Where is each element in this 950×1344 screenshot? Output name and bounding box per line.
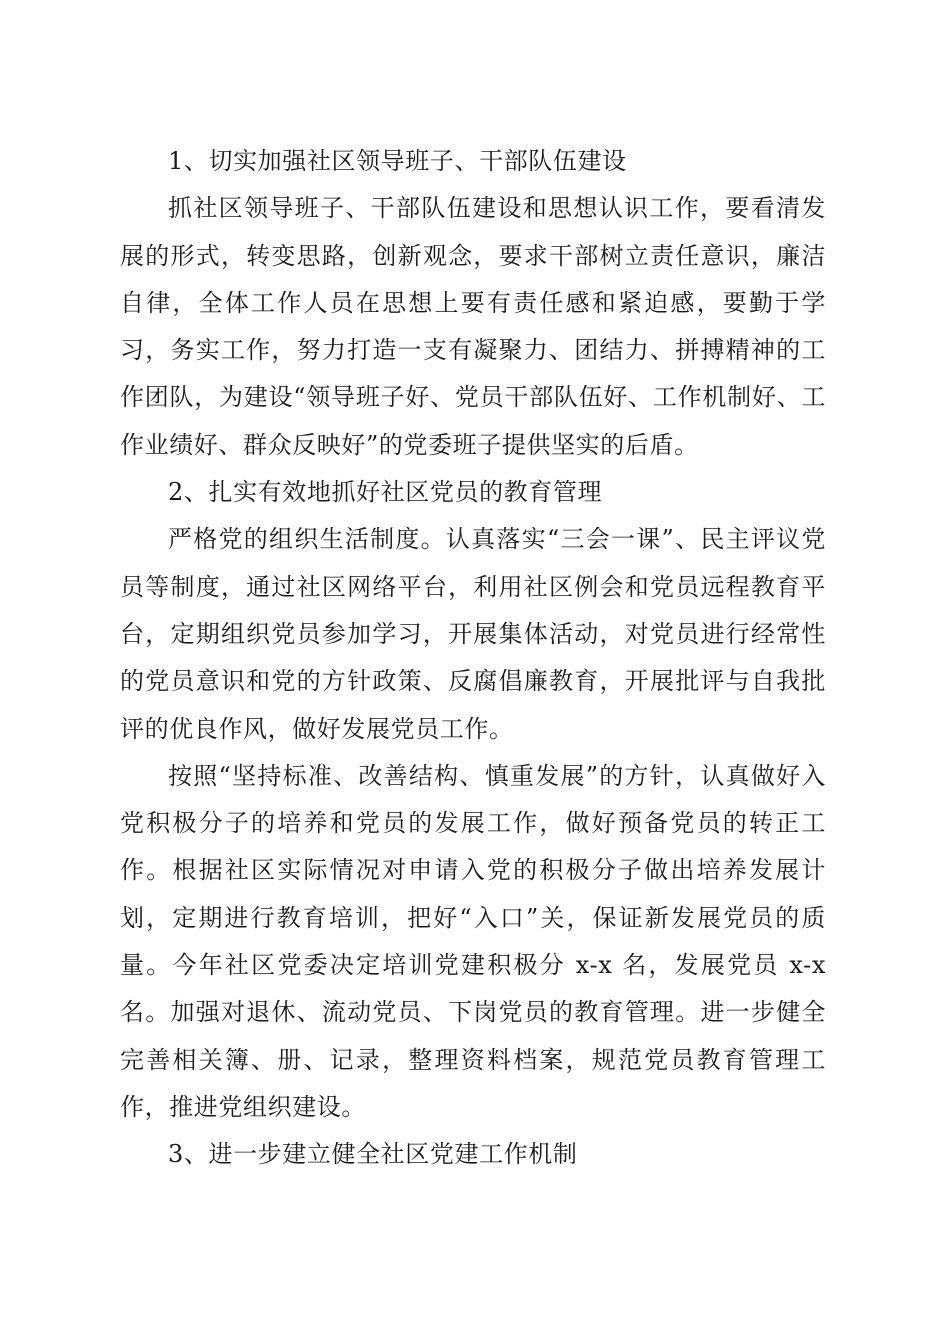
section-heading-3: 3、进一步建立健全社区党建工作机制 xyxy=(168,1140,578,1169)
section-heading-2: 2、扎实有效地抓好社区党员的教育管理 xyxy=(168,478,603,507)
section-1-paragraph-1: 抓社区领导班子、干部队伍建设和思想认识工作，要看清发展的形式，转变思路，创新观念，要求干部树立责任意识，廉洁自律，全体工作人员在思想上要有责任感和紧迫感，要勤于学习，务实工作，努力打造一支有凝聚力、团结力、拼搏精神的工作团队，为建设“领导班子好、党员干部队伍好、工作机制好、工作业绩好、群众反映好”的党委班子提供坚实的后盾。 xyxy=(120,194,826,459)
section-heading-1: 1、切实加强社区领导班子、干部队伍建设 xyxy=(168,147,627,175)
section-2-paragraph-2: 按照“坚持标准、改善结构、慎重发展”的方针，认真做好入党积极分子的培养和党员的发展工作，做好预备党员的转正工作。根据社区实际情况对申请入党的积极分子做出培养发展计划，定期进行教育培训，把好“入口”关，保证新发展党员的质量。今年社区党委决定培训党建积极分 x-x 名，发展党员 x-x 名。加强对退休、流动党员、下岗党员的教育管理。进一步健全完善相关簿、册、记录，整理资料档案，规范党员教育管理工作，推进党组织建设。 xyxy=(120,761,826,1121)
document-body xyxy=(120,138,826,1179)
section-2-paragraph-1: 严格党的组织生活制度。认真落实“三会一课”、民主评议党员等制度，通过社区网络平台，利用社区例会和党员远程教育平台，定期组织党员参加学习，开展集体活动，对党员进行经常性的党员意识和党的方针政策、反腐倡廉教育，开展批评与自我批评的优良作风，做好发展党员工作。 xyxy=(120,525,826,743)
